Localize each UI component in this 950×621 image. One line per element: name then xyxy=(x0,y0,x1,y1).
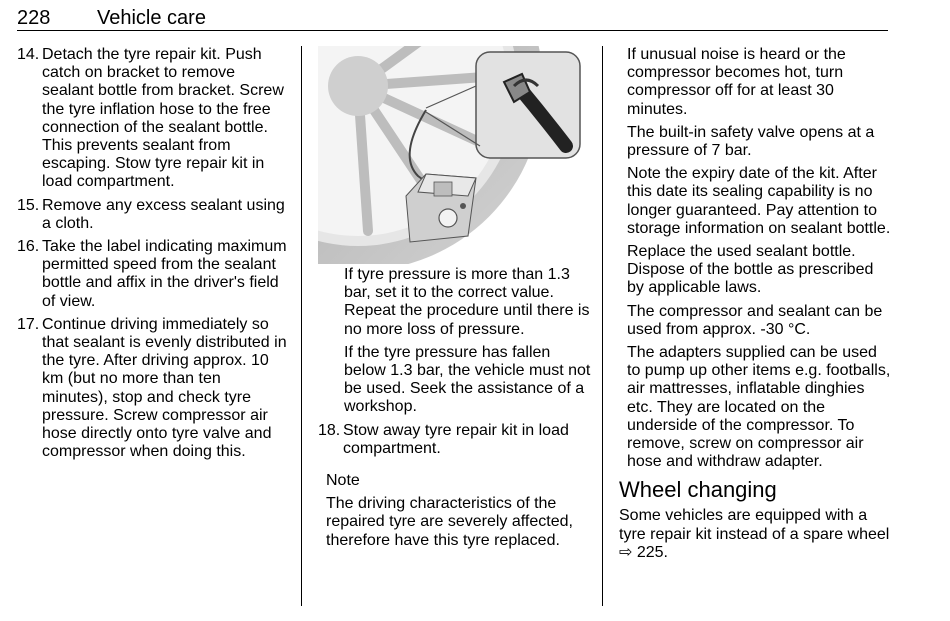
note-box xyxy=(318,472,592,550)
temperature-paragraph: The compressor and sealant can be used from approx. -30 °C. xyxy=(627,302,883,338)
noise-paragraph: If unusual noise is heard or the compressor becomes hot, turn compressor off for at least 30 minutes. xyxy=(627,46,846,118)
illustration-svg xyxy=(318,46,586,264)
note-heading: Note xyxy=(326,472,360,490)
column-2 xyxy=(318,266,592,555)
step-15 xyxy=(17,197,287,233)
step-17 xyxy=(17,316,287,462)
low-pressure-paragraph: If the tyre pressure has fallen below 1.3 bar, the vehicle must not be used. Seek the assistance of a workshop. xyxy=(344,343,591,416)
safety-valve-paragraph: The built-in safety valve opens at a pressure of 7 bar. xyxy=(627,123,875,160)
replace-bottle-paragraph: Replace the used sealant bottle. Dispose of the bottle as prescribed by applicable laws. xyxy=(627,243,874,297)
wheel-changing-heading: Wheel changing xyxy=(619,477,777,503)
page-reference-number: 225. xyxy=(636,543,668,561)
step-14 xyxy=(17,46,287,192)
pressure-paragraph: If tyre pressure is more than 1.3 bar, set it to the correct value. Repeat the procedure until there is no more loss of pressure. xyxy=(344,266,590,338)
column-3 xyxy=(619,46,894,567)
step-number: 18. xyxy=(318,421,341,439)
step-text: Take the label indicating maximum permitted speed from the sealant bottle and affix in the driver's field of view. xyxy=(42,238,287,310)
page-reference-link[interactable] xyxy=(619,544,668,561)
step-number: 15. xyxy=(17,196,40,214)
wheel-changing-text: Some vehicles are equipped with a tyre repair kit instead of a spare wheel xyxy=(619,507,890,543)
wheel-hub xyxy=(328,56,388,116)
pressure-gauge xyxy=(439,209,457,227)
column-divider xyxy=(602,46,603,606)
page-number: 228 xyxy=(17,7,51,29)
step-18 xyxy=(318,422,592,458)
step-number: 17. xyxy=(17,315,40,333)
step-text: Continue driving immediately so that sealant is evenly distributed in the tyre. After driving approx. 10 km (but no more than ten minutes), stop and check tyre pressure. Screw compressor air hose directly onto tyre valve and compressor when doing this. xyxy=(42,315,287,461)
column-1 xyxy=(17,46,287,466)
section-title: Vehicle care xyxy=(97,7,206,29)
step-16 xyxy=(17,238,287,311)
page-header xyxy=(17,6,888,31)
expiry-paragraph: Note the expiry date of the kit. After this date its sealing capability is no longer guaranteed. Pay attention to storage information on sealant bottle. xyxy=(627,165,891,237)
step-text: Remove any excess sealant using a cloth. xyxy=(42,196,285,232)
step-number: 16. xyxy=(17,238,40,256)
note-text: The driving characteristics of the repaired tyre are severely affected, therefore have this tyre replaced. xyxy=(326,495,573,549)
tyre-repair-kit-illustration xyxy=(318,46,586,264)
step-text: Detach the tyre repair kit. Push catch on bracket to remove sealant bottle from bracket. Screw the tyre inflation hose to the free connection of the sealant bottle. This prevents sealant from escaping. Stow tyre repair kit in load compartment. xyxy=(42,46,284,191)
column-divider xyxy=(301,46,302,606)
step-text: Stow away tyre repair kit in load compartment. xyxy=(343,421,569,457)
adapters-paragraph: The adapters supplied can be used to pump up other items e.g. footballs, air mattresses, inflatable dinghies etc. They are located on the underside of the compressor. To remove, screw on compressor air hose and withdraw adapter. xyxy=(627,344,891,471)
arrow-right-icon: ⇨ xyxy=(619,543,633,561)
wheel-changing-paragraph xyxy=(619,507,894,562)
step-number: 14. xyxy=(17,46,40,63)
